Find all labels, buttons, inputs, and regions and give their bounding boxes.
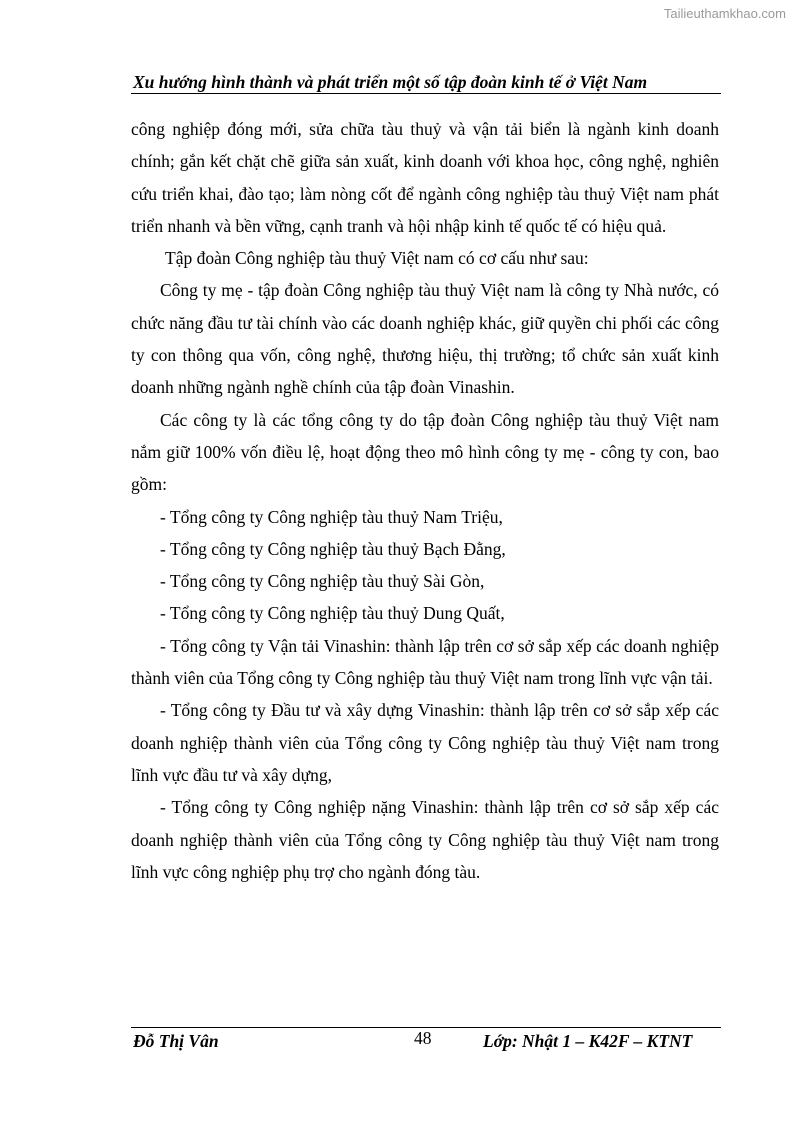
list-item: - Tổng công ty Công nghiệp tàu thuỷ Nam Triệu, [160,506,503,527]
watermark: Tailieuthamkhao.com [663,6,786,21]
document-body [131,113,719,888]
footer-class-info: Lớp: Nhật 1 – K42F – KTNT [483,1031,693,1051]
list-item: - Tổng công ty Công nghiệp nặng Vinashin: thành lập trên cơ sở sắp xếp các doanh nghiệp thành viên của Tổng công ty Công nghiệp tàu thuỷ Việt nam trong lĩnh vực công nghiệp phụ trợ cho ngành đóng tàu. [131,797,719,882]
page-number: 48 [414,1028,432,1048]
page-header-title: Xu hướng hình thành và phát triển một số tập đoàn kinh tế ở Việt Nam [133,72,648,92]
paragraph-parent-company: Công ty mẹ - tập đoàn Công nghiệp tàu thuỷ Việt nam là công ty Nhà nước, có chức năng đầu tư tài chính vào các doanh nghiệp khác, giữ quyền chi phối các công ty con thông qua vốn, công nghệ, thương hiệu, thị trường; tổ chức sản xuất kinh doanh những ngành nghề chính của tập đoàn Vinashin. [131,280,719,398]
paragraph-structure-intro: Tập đoàn Công nghiệp tàu thuỷ Việt nam có cơ cấu như sau: [165,248,589,269]
list-item: - Tổng công ty Công nghiệp tàu thuỷ Bạch Đằng, [160,538,506,559]
list-item: - Tổng công ty Vận tải Vinashin: thành lập trên cơ sở sắp xếp các doanh nghiệp thành viên của Tổng công ty Công nghiệp tàu thuỷ Việt nam trong lĩnh vực vận tải. [131,635,719,689]
list-item: - Tổng công ty Công nghiệp tàu thuỷ Sài Gòn, [160,571,485,592]
header-divider [131,93,721,94]
list-item: - Tổng công ty Đầu tư và xây dựng Vinashin: thành lập trên cơ sở sắp xếp các doanh nghiệp thành viên của Tổng công ty Công nghiệp tàu thuỷ Việt nam trong lĩnh vực đầu tư và xây dựng, [131,700,719,785]
footer-author: Đỗ Thị Vân [133,1031,219,1051]
list-item: - Tổng công ty Công nghiệp tàu thuỷ Dung Quất, [160,603,505,624]
paragraph-subsidiaries: Các công ty là các tổng công ty do tập đoàn Công nghiệp tàu thuỷ Việt nam nắm giữ 100% vốn điều lệ, hoạt động theo mô hình công ty mẹ - công ty con, bao gồm: [131,409,719,495]
paragraph-continuation: công nghiệp đóng mới, sửa chữa tàu thuỷ và vận tải biển là ngành kinh doanh chính; gắn kết chặt chẽ giữa sản xuất, kinh doanh với khoa học, công nghệ, nghiên cứu triển khai, đào tạo; làm nòng cốt để ngành công nghiệp tàu thuỷ Việt nam phát triển nhanh và bền vững, cạnh tranh và hội nhập kinh tế quốc tế có hiệu quả. [131,119,719,236]
